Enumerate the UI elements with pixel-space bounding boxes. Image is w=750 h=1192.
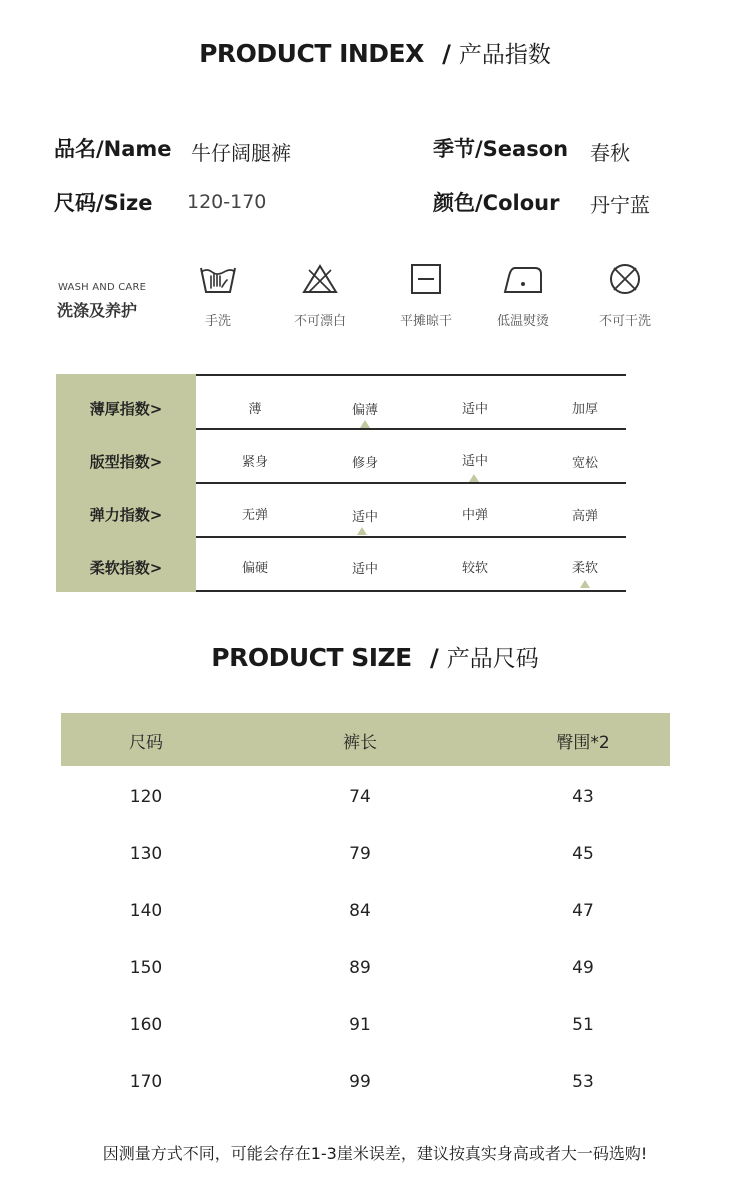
no-bleach-icon	[270, 262, 370, 296]
title-separator: /	[429, 644, 439, 672]
index-row-divider	[196, 590, 626, 592]
cell-size: 160	[129, 1015, 163, 1035]
index-option: 较软	[461, 561, 488, 576]
low-iron-icon	[473, 262, 573, 296]
thickness-index-label: 薄厚指数>	[89, 400, 163, 418]
cell-size: 140	[129, 901, 163, 921]
index-option: 薄	[248, 402, 262, 417]
care-item-no-bleach	[270, 262, 370, 329]
selected-marker	[357, 527, 367, 535]
hand-wash-icon	[168, 262, 268, 296]
index-option: 中弹	[461, 508, 488, 523]
index-option: 适中	[351, 562, 378, 577]
season-value: 春秋	[590, 141, 630, 165]
cell-length: 74	[349, 787, 371, 807]
header-size: 尺码	[129, 733, 163, 753]
stretch-index-label: 弹力指数>	[89, 506, 163, 524]
cell-length: 79	[349, 844, 371, 864]
care-item-low-iron	[473, 262, 573, 329]
index-option-selected: 偏薄	[351, 403, 378, 418]
cell-hip: 53	[572, 1072, 594, 1092]
care-label: 不可干洗	[598, 314, 651, 329]
colour-label: 颜色/Colour	[433, 191, 560, 215]
index-option-selected: 适中	[461, 454, 488, 469]
index-option: 无弹	[241, 508, 268, 523]
index-row-divider	[196, 428, 626, 430]
cell-length: 89	[349, 958, 371, 978]
selected-marker	[580, 580, 590, 588]
wash-care-heading-cn: 洗涤及养护	[57, 301, 138, 320]
cell-hip: 45	[572, 844, 594, 864]
care-item-dry-flat	[376, 262, 476, 329]
index-option: 适中	[461, 402, 488, 417]
name-label: 品名/Name	[54, 137, 172, 161]
index-option-selected: 柔软	[571, 561, 598, 576]
product-index-title-en: PRODUCT INDEX	[199, 39, 424, 68]
selected-marker	[360, 420, 370, 428]
index-option: 偏硬	[241, 561, 268, 576]
index-option-selected: 适中	[351, 510, 378, 525]
product-size-title	[0, 640, 750, 673]
care-label: 平摊晾干	[399, 314, 452, 329]
product-index-title-cn: 产品指数	[458, 42, 551, 68]
dry-flat-icon	[376, 262, 476, 296]
softness-index-label: 柔软指数>	[89, 559, 163, 577]
cell-size: 150	[129, 958, 163, 978]
product-index-title	[0, 36, 750, 69]
size-label: 尺码/Size	[54, 191, 153, 215]
index-row-divider	[196, 536, 626, 538]
index-option: 紧身	[241, 455, 268, 470]
colour-value: 丹宁蓝	[590, 193, 650, 217]
index-option: 高弹	[571, 509, 598, 524]
care-item-no-dry-clean	[575, 262, 675, 329]
care-label: 低温熨烫	[496, 314, 549, 329]
size-value: 120-170	[187, 191, 267, 213]
index-option: 宽松	[571, 456, 598, 471]
no-dry-clean-icon	[575, 262, 675, 296]
care-item-hand-wash	[168, 262, 268, 329]
cell-hip: 51	[572, 1015, 594, 1035]
index-option: 加厚	[571, 402, 598, 417]
header-hip: 臀围*2	[556, 733, 610, 753]
cell-length: 99	[349, 1072, 371, 1092]
product-size-title-en: PRODUCT SIZE	[211, 643, 412, 672]
cell-length: 91	[349, 1015, 371, 1035]
title-separator: /	[442, 40, 451, 68]
index-row-divider	[196, 374, 626, 376]
cell-length: 84	[349, 901, 371, 921]
cell-hip: 43	[572, 787, 594, 807]
index-option: 修身	[351, 456, 378, 471]
cell-hip: 47	[572, 901, 594, 921]
season-label: 季节/Season	[433, 137, 569, 161]
wash-care-heading-en: WASH AND CARE	[58, 282, 147, 293]
cell-size: 130	[129, 844, 163, 864]
fit-index-label: 版型指数>	[89, 453, 163, 471]
selected-marker	[469, 474, 479, 482]
measurement-note: 因测量方式不同，可能会存在1-3崖米误差，建议按真实身高或者大一码选购!	[102, 1144, 648, 1163]
care-label: 不可漂白	[293, 314, 346, 329]
header-length: 裤长	[343, 733, 377, 753]
index-row-divider	[196, 482, 626, 484]
name-value: 牛仔阔腿裤	[191, 141, 291, 165]
product-size-title-cn: 产品尺码	[446, 646, 539, 672]
cell-size: 120	[129, 787, 163, 807]
care-label: 手洗	[204, 314, 231, 329]
cell-hip: 49	[572, 958, 594, 978]
cell-size: 170	[129, 1072, 163, 1092]
